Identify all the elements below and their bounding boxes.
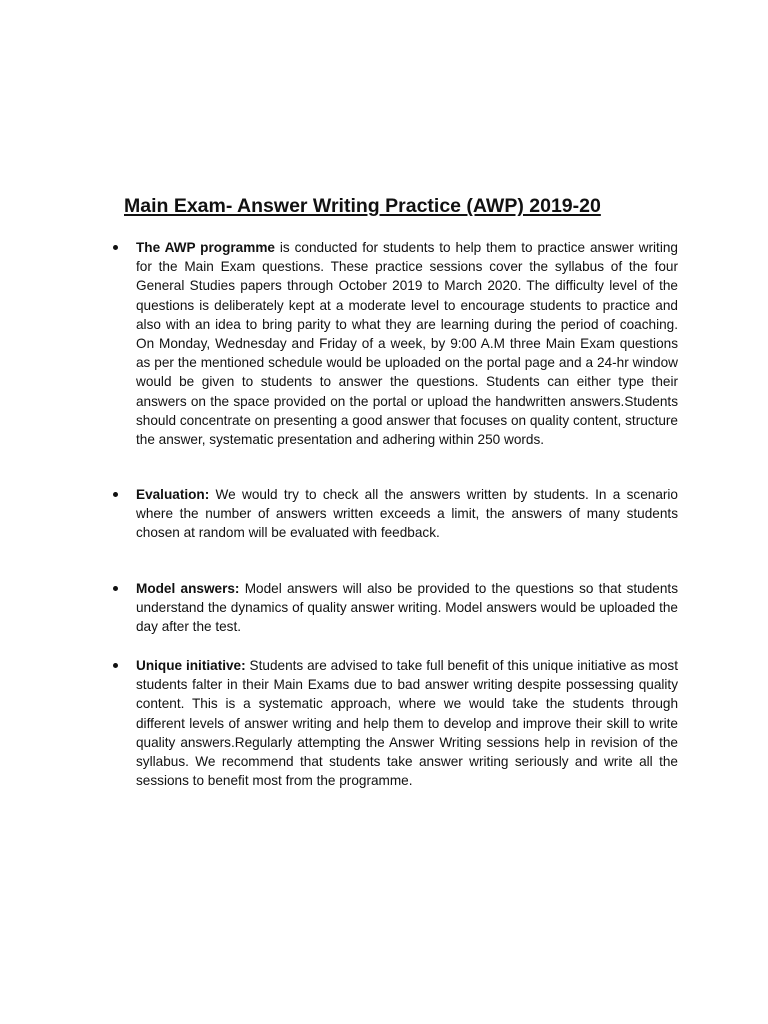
document-title: Main Exam- Answer Writing Practice (AWP) 2019-20 xyxy=(124,195,601,217)
bullet-body: is conducted for students to help them to practice answer writing for the Main Exam questions. These practice sessions cover the syllabus of the four General Studies papers through October 2019 to March 2020. The difficulty level of the questions is deliberately kept at a moderate level to encourage students to practice and also with an idea to bring parity to what they are learning during the period of coaching. On Monday, Wednesday and Friday of a week, by 9:00 A.M three Main Exam questions as per the mentioned schedule would be uploaded on the portal page and a 24-hr window would be given to students to answer the questions. Students can either type their answers on the space provided on the portal or upload the handwritten answers.Students should concentrate on presenting a good answer that focuses on quality content, structure the answer, systematic presentation and adhering within 250 words. xyxy=(136,240,678,448)
bullet-dot-icon xyxy=(113,245,118,250)
bullet-item-unique-initiative xyxy=(136,656,678,790)
bullet-body: We would try to check all the answers written by students. In a scenario where the number of answers written exceeds a limit, the answers of many students chosen at random will be evaluated with feedback. xyxy=(136,487,678,541)
bullet-dot-icon xyxy=(113,492,118,497)
bullet-dot-icon xyxy=(113,586,118,591)
bullet-item-evaluation xyxy=(136,485,678,543)
bullet-body: Model answers will also be provided to the questions so that students understand the dynamics of quality answer writing. Model answers would be uploaded the day after the test. xyxy=(136,581,678,635)
bullet-item-model-answers xyxy=(136,579,678,637)
bullet-lead: Evaluation: xyxy=(136,487,210,502)
bullet-dot-icon xyxy=(113,663,118,668)
bullet-lead: The AWP programme xyxy=(136,240,275,255)
bullet-lead: Unique initiative: xyxy=(136,658,246,673)
bullet-item-awp-programme xyxy=(136,238,678,449)
bullet-body: Students are advised to take full benefit of this unique initiative as most students falter in their Main Exams due to bad answer writing despite possessing quality content. This is a systematic approach, where we would take the students through different levels of answer writing and help them to develop and improve their skill to write quality answers.Regularly attempting the Answer Writing sessions help in revision of the syllabus. We recommend that students take answer writing seriously and write all the sessions to benefit most from the programme. xyxy=(136,658,678,789)
bullet-lead: Model answers: xyxy=(136,581,240,596)
